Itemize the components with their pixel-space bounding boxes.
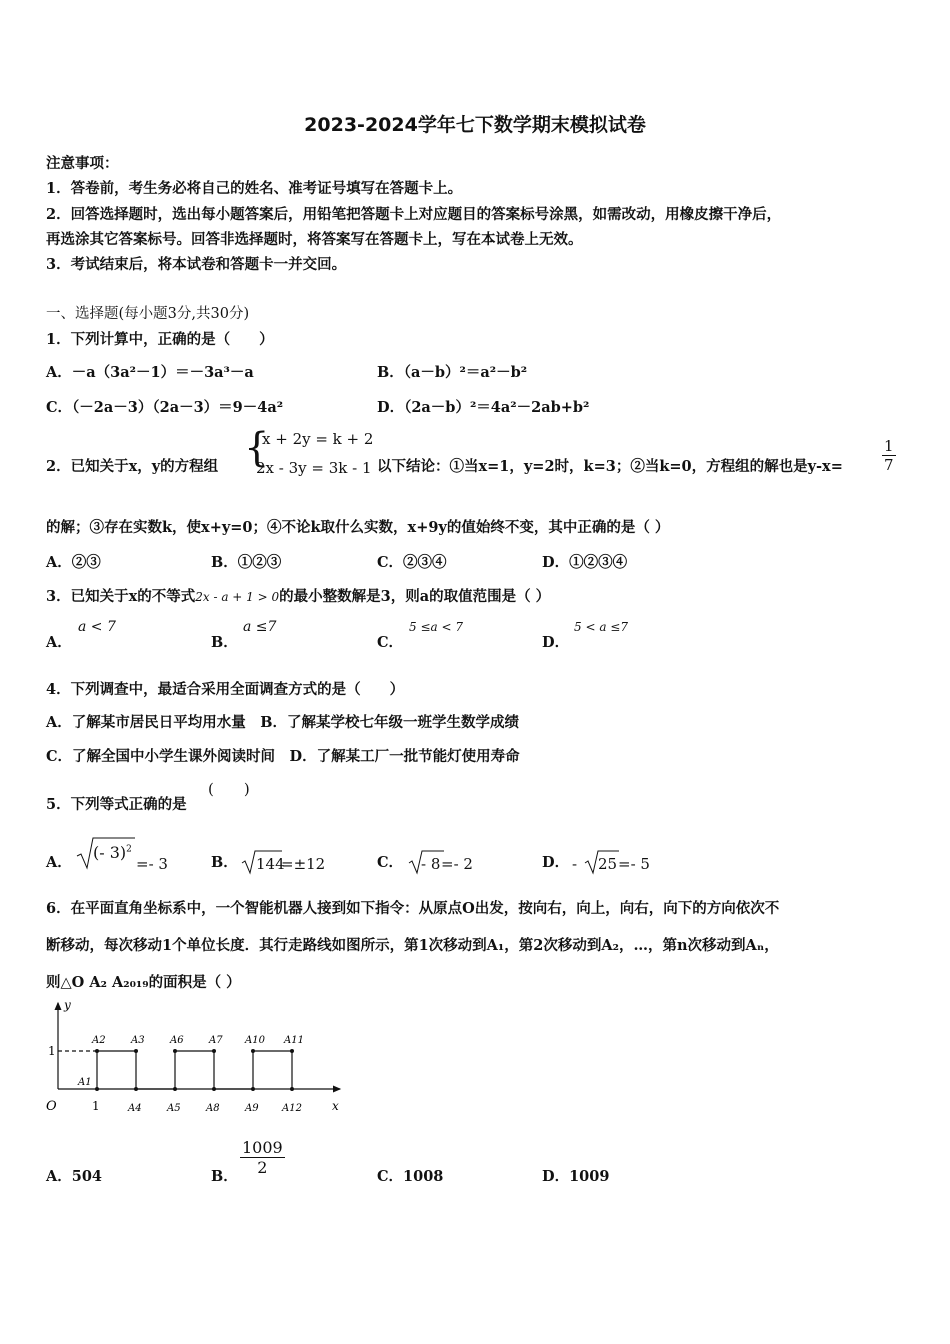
q4-stem: 4．下列调查中，最适合采用全面调查方式的是（ ） [46, 681, 405, 698]
q3-option-c[interactable] [377, 631, 403, 652]
q3-option-a[interactable] [46, 631, 72, 652]
q6-b-numerator: 1009 [242, 1138, 283, 1157]
section-heading: 一、选择题(每小题3分,共30分) [46, 306, 250, 322]
q5-c-result: =- 2 [441, 855, 473, 873]
point-label-a12: A12 [282, 1103, 302, 1114]
q4-options-cd[interactable]: C．了解全国中小学生课外阅读时间 D．了解某工厂一批节能灯使用寿命 [46, 748, 520, 765]
q3-option-d[interactable] [542, 631, 569, 652]
q5-option-d[interactable] [542, 851, 569, 872]
q3-stem-a: 3．已知关于x的不等式 [46, 588, 196, 605]
exam-title: 2023-2024学年七下数学期末模拟试卷 [304, 114, 646, 136]
point-label-a6: A6 [170, 1035, 184, 1046]
q1-option-d[interactable]: D．（2a－b）²＝4a²－2ab+b² [377, 399, 590, 416]
q2-equation-1: x + 2y = k + 2 [262, 430, 374, 448]
q2-equation-2: 2x - 3y = 3k - 1 [256, 459, 372, 477]
q5-paren: ( ) [208, 780, 250, 798]
q5-c-radicand: - 8 [421, 855, 441, 873]
q6-line-2: 断移动，每次移动1个单位长度．其行走路线如图所示，第1次移动到A₁，第2次移动到A₂，…，第n次移动到Aₙ， [46, 937, 779, 954]
q3-a-label: A． [46, 634, 72, 651]
q2-condition: 以下结论：①当x=1，y=2时，k=3；②当k=0，方程组的解也是y-x= [377, 458, 843, 475]
q3-stem-b: 的最小整数解是3，则a的取值范围是（ ） [279, 588, 551, 605]
q5-a-label: A． [46, 854, 72, 871]
q3-option-b[interactable] [211, 631, 238, 652]
point-label-a10: A10 [245, 1035, 265, 1046]
q6-option-b[interactable] [211, 1165, 238, 1186]
q6-b-fraction [240, 1138, 285, 1177]
q5-a-result: =- 3 [136, 855, 168, 873]
q5-option-a[interactable] [46, 851, 72, 872]
q5-option-b[interactable] [211, 851, 238, 872]
point-label-a9: A9 [245, 1103, 259, 1114]
path-points [95, 1049, 294, 1091]
point-label-a4: A4 [128, 1103, 142, 1114]
q1-option-b[interactable]: B．（a－b）²＝a²－b² [377, 364, 528, 381]
note-2b: 再选涂其它答案标号。回答非选择题时，将答案写在答题卡上，写在本试卷上无效。 [46, 231, 583, 248]
q5-d-radicand: 25 [598, 855, 618, 873]
q5-b-label: B． [211, 854, 238, 871]
q6-line-1: 6．在平面直角坐标系中，一个智能机器人接到如下指令：从原点O出发，按向右，向上，向右，向下的方向依次不 [46, 900, 780, 917]
x-tick-1: 1 [92, 1099, 100, 1113]
q5-a-exponent: 2 [126, 844, 132, 855]
q5-stem: 5．下列等式正确的是 [46, 796, 187, 813]
q6-b-label: B． [211, 1168, 238, 1185]
q4-options-ab[interactable]: A．了解某市居民日平均用水量 B．了解某学校七年级一班学生数学成绩 [46, 714, 520, 731]
q1-option-c[interactable]: C．（－2a－3）（2a－3）＝9－4a² [46, 399, 284, 416]
q6-b-denominator: 2 [257, 1158, 268, 1177]
q5-c-label: C． [377, 854, 404, 871]
q5-a-radicand [93, 843, 132, 862]
q3-b-value: a ≤7 [243, 619, 277, 635]
q2-option-a[interactable]: A．②③ [46, 554, 101, 571]
note-1: 1．答卷前，考生务必将自己的姓名、准考证号填写在答题卡上。 [46, 180, 463, 197]
q3-b-label: B． [211, 634, 238, 651]
q3-a-value: a < 7 [78, 619, 116, 635]
q6-option-d[interactable]: D．1009 [542, 1168, 610, 1185]
point-label-a3: A3 [131, 1035, 145, 1046]
point-label-a1: A1 [78, 1077, 92, 1088]
q1-stem: 1．下列计算中，正确的是（ ） [46, 331, 274, 348]
robot-path [97, 1051, 292, 1089]
q2-option-b[interactable]: B．①②③ [211, 554, 282, 571]
point-label-a2: A2 [92, 1035, 106, 1046]
q3-d-value: 5 < a ≤7 [574, 620, 628, 634]
q5-b-radicand: 144 [256, 855, 285, 873]
q3-c-label: C． [377, 634, 404, 651]
q3-stem [46, 585, 550, 606]
q2-option-c[interactable]: C．②③④ [377, 554, 447, 571]
q3-c-value: 5 ≤a < 7 [409, 620, 463, 634]
point-label-a11: A11 [284, 1035, 304, 1046]
q2-line-2: 的解；③存在实数k，使x+y=0；④不论k取什么实数，x+9y的值始终不变，其中正确的是（ ） [46, 519, 670, 536]
q6-option-c[interactable]: C．1008 [377, 1168, 444, 1185]
equation-brace: { [244, 425, 270, 471]
q6-line-3: 则△O A₂ A₂₀₁₉的面积是（ ） [46, 974, 241, 991]
q2-fraction [882, 437, 896, 474]
x-axis-label: x [332, 1099, 339, 1113]
q5-option-c[interactable] [377, 851, 403, 872]
q6-option-a[interactable]: A．504 [46, 1168, 103, 1185]
q5-d-prefix: - [572, 855, 578, 873]
point-label-a5: A5 [167, 1103, 181, 1114]
note-2a: 2．回答选择题时，选出每小题答案后，用铅笔把答题卡上对应题目的答案标号涂黑，如需改动，用橡皮擦干净后， [46, 206, 782, 223]
point-label-a8: A8 [206, 1103, 220, 1114]
q5-a-base: (- 3) [93, 843, 127, 862]
q2-frac-numerator: 1 [884, 437, 894, 455]
q1-option-a[interactable]: A．－a（3a²－1）＝－3a³－a [46, 364, 254, 381]
q5-d-label: D． [542, 854, 570, 871]
q3-d-label: D． [542, 634, 570, 651]
robot-path-graph [40, 995, 360, 1120]
q2-frac-denominator: 7 [884, 456, 894, 474]
notes-heading: 注意事项： [46, 155, 119, 172]
y-axis-label: y [64, 998, 71, 1012]
q5-b-result: =±12 [281, 855, 326, 873]
origin-label: O [46, 1099, 57, 1114]
note-3: 3．考试结束后，将本试卷和答题卡一并交回。 [46, 256, 347, 273]
q2-prefix: 2．已知关于x，y的方程组 [46, 458, 219, 475]
q5-d-result: =- 5 [618, 855, 650, 873]
point-label-a7: A7 [209, 1035, 223, 1046]
q3-inequality: 2x - a + 1 > 0 [195, 590, 280, 604]
q2-option-d[interactable]: D．①②③④ [542, 554, 628, 571]
y-tick-1: 1 [48, 1044, 56, 1058]
